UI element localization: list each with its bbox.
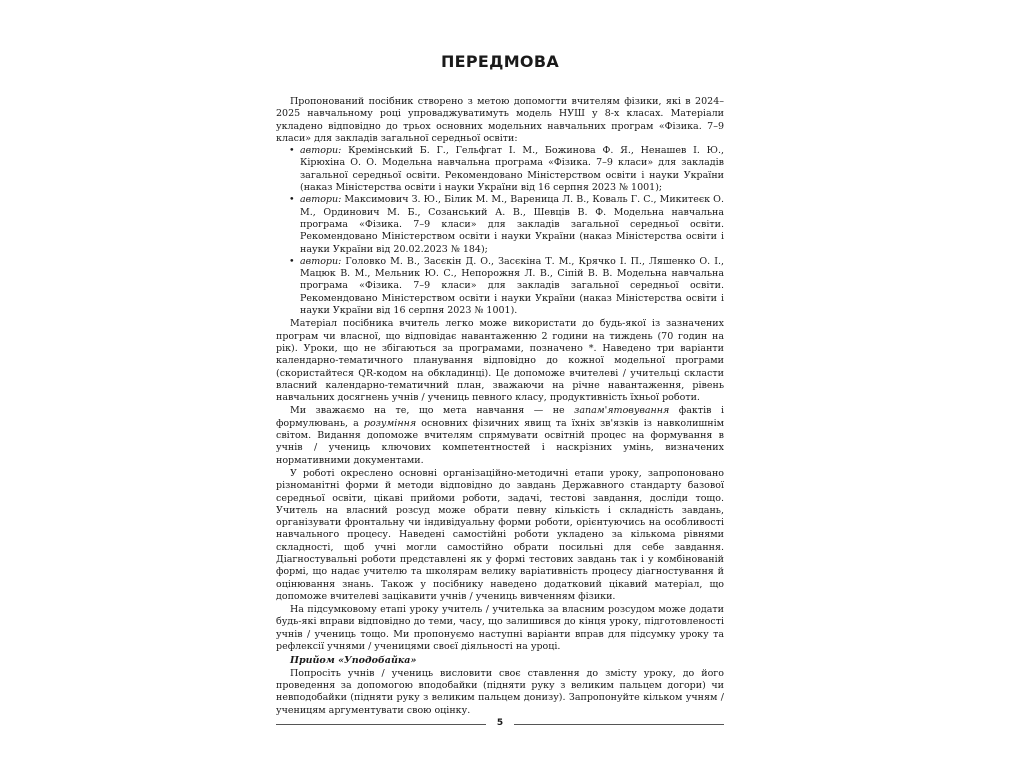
program-list-item <box>289 145 724 194</box>
paragraph-goal <box>276 405 724 466</box>
page-title: ПЕРЕДМОВА <box>440 52 560 71</box>
program-list <box>276 145 724 317</box>
goal-text-3: основних фізичних явищ та їхніх зв'язків із навколишнім світом. Видання допоможе вчителям спрямувати освітній процес на формування в учнів / учениць ключових компетентностей і наскрізних умінь, визначених нормативними документами. <box>276 417 725 466</box>
program-list-item <box>289 194 724 255</box>
goal-emphasis-1: запам'ятовування <box>574 405 670 417</box>
authors-label: автори: <box>300 255 342 267</box>
page-content <box>276 50 724 717</box>
program-list-item <box>289 255 724 317</box>
paragraph-methods: У роботі окреслено основні організаційно-методичні етапи уроку, запропоновано різноманітні форми й методи відповідно до завдань Державного стандарту базової середньої освіти, цікаві прийоми роботи, задачі, тестові завдання, досліди тощо. Учитель на власний розсуд може обрати певну кількість і складність завдань, організувати фронтальну чи індивідуальну форми роботи, орієнтуючись на особливості навчального процесу. Наведені самостійні роботи укладено за кількома рівнями складності, щоб учні могли самостійно обрати посильні для себе завдання. Діагностувальні роботи представлені як у формі тестових завдань так і у комбінованій формі, що надає учителю та школярам велику варіативність процесу діагностування й оцінювання знань. Також у посібнику наведено додатковий цікавий матеріал, що допоможе вчителеві зацікавити учнів / учениць вивченням фізики. <box>276 467 724 602</box>
paragraph-technique: Попросіть учнів / учениць висловити своє ставлення до змісту уроку, до його проведення за допомогою вподобайки (підняти руку з великим пальцем догори) чи невподобайки (підняти руку з великим пальцем донизу). Запропонуйте кільком учням / ученицям аргументувати свою оцінку. <box>276 667 724 716</box>
program-text: Головко М. В., Засєкін Д. О., Засєкіна Т. М., Крячко І. П., Ляшенко О. І., Мацюк В. М., Мельник Ю. С., Непорожня Л. В., Сіпій В. В. Модельна навчальна програма «Фізика. 7–9 класи» для закладів загальної середньої освіти. Рекомендовано Міністерством освіти і науки України (наказ Міністерства освіти і науки України від 16 серпня 2023 № 1001). <box>300 255 724 317</box>
program-text: Максимович З. Ю., Білик М. М., Вареница Л. В., Коваль Г. С., Микитеєк О. М., Ординович М. Б., Созанський А. В., Шевців В. Ф. Модельна навчальна програма «Фізика. 7–9 класи» для закладів загальної середньої освіти. Рекомендовано Міністерством освіти і науки України (наказ Міністерства освіти і науки України від 20.02.2023 № 184); <box>300 194 724 255</box>
technique-heading: Прийом «Уподобайка» <box>290 655 417 667</box>
paragraph-materials: Матеріал посібника вчитель легко може використати до будь-якої із зазначених програм чи власної, що відповідає навантаженню 2 години на тиждень (70 годин на рік). Уроки, що не збігаються за програмами, позначено *. Наведено три варіанти календарно-тематичного планування відповідно до кожної модельної програми (скористайтеся QR-кодом на обкладинці). Це допоможе вчителеві / учительці скласти власний календарно-тематичний план, зважаючи на річне навантаження, рівень навчальних досягнень учнів / учениць певного класу, продуктивність їхньої роботи. <box>276 318 724 404</box>
paragraph-summary: На підсумковому етапі уроку учитель / учителька за власним розсудом може додати будь-які вправи відповідно до теми, часу, що залишився до кінця уроку, підготовленості учнів / учениць тощо. Ми пропонуємо наступні варіанти вправ для підсумку уроку та рефлексії учнями / ученицями своєї діяльності на уроці. <box>276 604 724 653</box>
bullet-icon: • <box>289 145 295 157</box>
program-text: Кремінський Б. Г., Гельфгат І. М., Божинова Ф. Я., Ненашев І. Ю., Кірюхіна О. О. Модельна навчальна програма «Фізика. 7–9 класи» для закладів загальної середньої освіти. Рекомендовано Міністерством освіти і науки України (наказ Міністерства освіти і науки України від 16 серпня 2023 № 1001); <box>300 145 724 194</box>
page-footer <box>276 718 724 732</box>
authors-label: автори: <box>300 145 342 157</box>
page-number: 5 <box>496 718 504 728</box>
goal-emphasis-2: розуміння <box>363 417 417 429</box>
bullet-icon: • <box>289 194 295 206</box>
goal-text-2: фактів і формулювань, а <box>276 405 724 429</box>
footer-rule-left <box>276 724 486 725</box>
goal-text-1: Ми зважаємо на те, що мета навчання — не <box>290 405 575 417</box>
bullet-icon: • <box>289 255 295 267</box>
intro-paragraph: Пропонований посібник створено з метою допомогти вчителям фізики, які в 2024–2025 навчальному році упроваджуватимуть модель НУШ у 8-х класах. Матеріали укладено відповідно до трьох основних модельних навчальних програм «Фізика. 7–9 класи» для закладів загальної середньої освіти: <box>276 96 724 144</box>
footer-rule-right <box>514 724 724 725</box>
authors-label: автори: <box>300 194 342 206</box>
